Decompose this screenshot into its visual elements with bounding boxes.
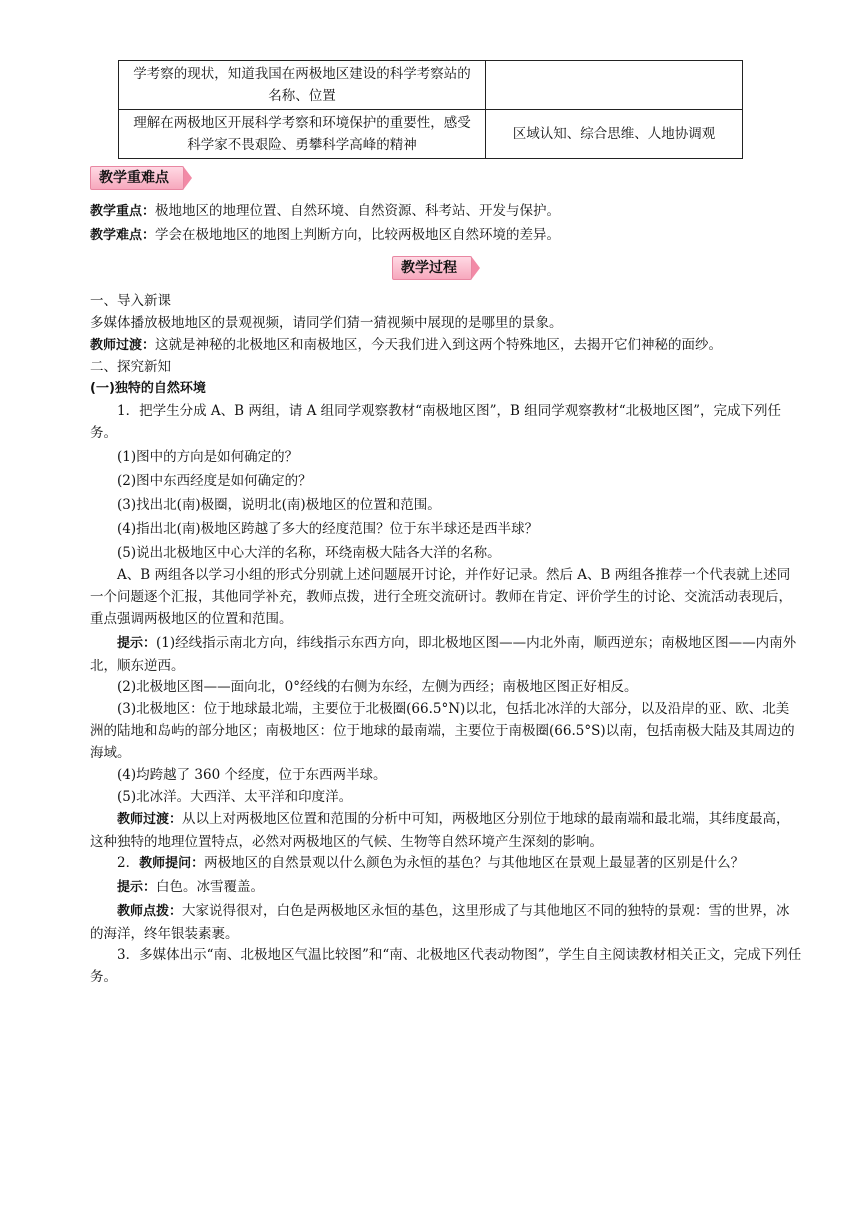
text: 从以上对两极地区位置和范围的分析中可知，两极地区分别位于地球的最南端和最北端，其纬度最高，这种独特的地理位置特点，必然对两极地区的气候、生物等自然环境产生深刻的影响。 xyxy=(90,811,790,850)
section-banner-process xyxy=(392,256,480,280)
text: 极地地区的地理位置、自然环境、自然资源、科考站、开发与保护。 xyxy=(155,203,561,219)
hint: (4)均跨越了 360 个经度，位于东西两半球。 xyxy=(117,767,387,783)
text: 学会在极地地区的地图上判断方向，比较两极地区自然环境的差异。 xyxy=(155,227,561,243)
teaching-focus xyxy=(90,200,802,223)
paragraph: 3．多媒体出示“南、北极地区气温比较图”和“南、北极地区代表动物图”，学生自主阅读教材相关正文，完成下列任务。 xyxy=(90,947,802,985)
label: 教师点拨： xyxy=(117,904,183,919)
text: 这就是神秘的北极地区和南极地区，今天我们进入到这两个特殊地区，去揭开它们神秘的面纱。 xyxy=(155,337,723,353)
paragraph: A、B 两组各以学习小组的形式分别就上述问题展开讨论，并作好记录。然后 A、B 两组各推荐一个代表就上述同一个问题逐个汇报，其他同学补充，教师点拨，进行全班交流研讨。教师在肯定、评价学生的讨论、交流活动表现后，重点强调两极地区的位置和范围。 xyxy=(90,567,792,627)
teaching-difficulty xyxy=(90,224,802,247)
teacher-transition xyxy=(90,808,802,853)
section-banner-key-points xyxy=(90,166,192,190)
question: (1)图中的方向是如何确定的？ xyxy=(117,449,299,465)
label: 提示： xyxy=(117,880,157,895)
text: (1)经线指示南北方向，纬线指示东西方向，即北极地区图——内北外南，顺西逆东；南极地区图——内南外北，顺东逆西。 xyxy=(90,635,797,674)
table-row xyxy=(119,61,743,110)
hint: (3)北极地区：位于地球最北端，主要位于北极圈(66.5°N)以北，包括北冰洋的大部分，以及沿岸的亚、欧、北美洲的陆地和岛屿的部分地区；南极地区：位于地球的最南端，主要位于南极圈(66.5°S)以南，包括南极大陆及其周边的海域。 xyxy=(90,701,795,761)
text: 两极地区的自然景观以什么颜色为永恒的基色？与其他地区在景观上最显著的区别是什么？ xyxy=(204,855,745,871)
table-cell: 理解在两极地区开展科学考察和环境保护的重要性，感受科学家不畏艰险、勇攀科学高峰的精神 xyxy=(119,110,486,159)
banner-arrow-icon xyxy=(183,166,192,190)
label: 教师提问： xyxy=(139,856,205,871)
question: (5)说出北极地区中心大洋的名称，环绕南极大陆各大洋的名称。 xyxy=(117,545,501,561)
table-row xyxy=(119,110,743,159)
number: 2． xyxy=(117,855,140,871)
paragraph: 多媒体播放极地地区的景观视频，请同学们猜一猜视频中展现的是哪里的景象。 xyxy=(90,315,563,331)
heading-intro: 一、导入新课 xyxy=(90,293,171,309)
subheading: (一)独特的自然环境 xyxy=(90,381,206,396)
heading-explore: 二、探究新知 xyxy=(90,359,171,375)
table-cell xyxy=(486,61,743,110)
table-cell: 区域认知、综合思维、人地协调观 xyxy=(486,110,743,159)
banner-label: 教学过程 xyxy=(392,256,472,280)
banner-label: 教学重难点 xyxy=(90,166,184,190)
question: (2)图中东西经度是如何确定的？ xyxy=(117,473,312,489)
question: (3)找出北(南)极圈，说明北(南)极地区的位置和范围。 xyxy=(117,497,441,513)
hint xyxy=(90,632,802,677)
text: 大家说得很对，白色是两极地区永恒的基色，这里形成了与其他地区不同的独特的景观：雪的世界，冰的海洋，终年银装素裹。 xyxy=(90,903,790,942)
label: 教学重点： xyxy=(90,204,156,219)
table-cell: 学考察的现状，知道我国在两极地区建设的科学考察站的名称、位置 xyxy=(119,61,486,110)
hint xyxy=(90,876,802,899)
teacher-question xyxy=(90,852,802,875)
label: 教师过渡： xyxy=(90,338,156,353)
teacher-transition xyxy=(90,334,802,357)
label: 教学难点： xyxy=(90,228,156,243)
question: (4)指出北(南)极地区跨越了多大的经度范围？位于东半球还是西半球？ xyxy=(117,521,539,537)
hint: (2)北极地区图——面向北，0°经线的右侧为东经，左侧为西经；南极地区图正好相反。 xyxy=(117,679,638,695)
label: 提示： xyxy=(117,636,157,651)
teacher-guidance xyxy=(90,900,802,945)
hint: (5)北冰洋。大西洋、太平洋和印度洋。 xyxy=(117,789,353,805)
label: 教师过渡： xyxy=(117,812,183,827)
paragraph: 1．把学生分成 A、B 两组，请 A 组同学观察教材“南极地区图”，B 组同学观察教材“北极地区图”，完成下列任务。 xyxy=(90,403,781,441)
text: 白色。冰雪覆盖。 xyxy=(156,879,265,895)
objectives-table xyxy=(118,60,743,159)
banner-arrow-icon xyxy=(471,256,480,280)
